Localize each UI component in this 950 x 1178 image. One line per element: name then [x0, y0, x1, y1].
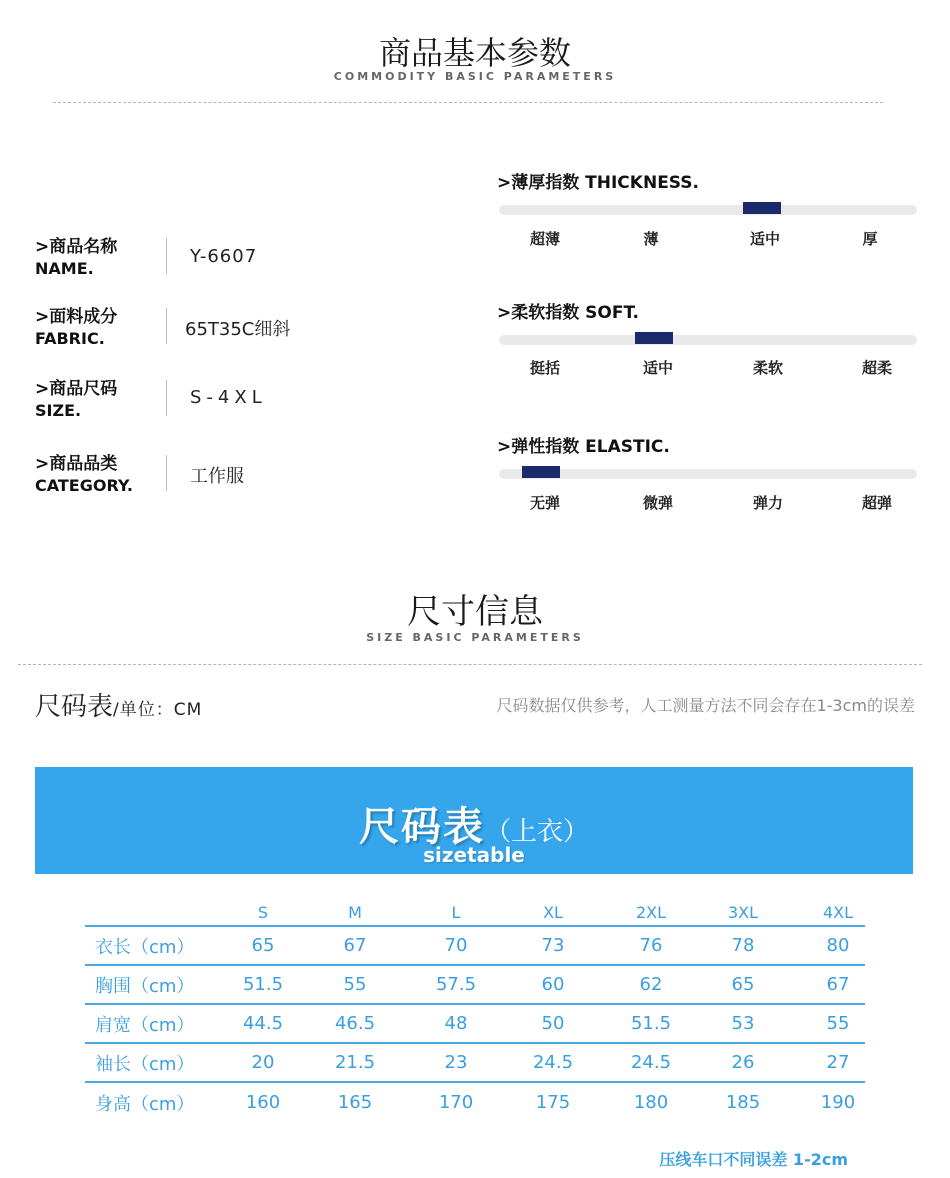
table-cell: 57.5	[435, 974, 477, 995]
index-level: 挺括	[529, 359, 560, 377]
table-cell: 24.5	[630, 1052, 672, 1073]
index-marker	[743, 202, 781, 214]
table-row	[85, 1044, 865, 1083]
column-header: XL	[543, 903, 563, 922]
section-title-basic: 商品基本参数	[378, 34, 571, 72]
table-row	[85, 966, 865, 1005]
index-track	[499, 469, 917, 479]
index-level: 超薄	[529, 230, 560, 248]
table-row	[85, 927, 865, 966]
param-divider	[166, 238, 167, 274]
param-label-category	[35, 453, 165, 497]
param-divider	[166, 455, 167, 491]
table-cell: 62	[639, 974, 663, 995]
index-title: >弹性指数 ELASTIC.	[497, 437, 670, 457]
index-marker	[522, 466, 560, 478]
param-value-name: Y-6607	[190, 246, 258, 267]
table-cell: 80	[826, 935, 850, 956]
table-cell: 20	[251, 1052, 275, 1073]
param-label-en: NAME.	[35, 259, 94, 278]
table-cell: 60	[541, 974, 565, 995]
column-header: M	[348, 903, 362, 922]
table-cell: 44.5	[242, 1013, 284, 1034]
param-label-cn: >商品尺码	[35, 379, 118, 399]
table-cell: 55	[826, 1013, 850, 1034]
index-level: 薄	[643, 230, 659, 248]
sizechart-note: 尺码数据仅供参考，人工测量方法不同会存在1-3cm的误差	[496, 696, 915, 715]
section-subtitle-size: SIZE BASIC PARAMETERS	[366, 631, 584, 644]
section-subtitle-basic: COMMODITY BASIC PARAMETERS	[333, 70, 617, 83]
index-level: 适中	[749, 230, 780, 248]
table-cell: 48	[444, 1013, 468, 1034]
table-cell: 170	[438, 1092, 474, 1113]
sizechart-title: 尺码表	[35, 692, 114, 722]
table-cell: 175	[535, 1092, 571, 1113]
divider	[18, 664, 922, 665]
column-header: 3XL	[727, 903, 759, 922]
table-cell: 67	[826, 974, 850, 995]
table-cell: 165	[337, 1092, 373, 1113]
param-value-category: 工作服	[190, 466, 244, 487]
table-cell: 67	[343, 935, 367, 956]
divider	[53, 102, 883, 103]
index-track	[499, 335, 917, 345]
table-cell: 26	[731, 1052, 755, 1073]
param-divider	[166, 308, 167, 344]
param-label-en: SIZE.	[35, 401, 82, 420]
row-label: 肩宽（cm）	[95, 1014, 195, 1036]
index-track	[499, 205, 917, 215]
param-label-size	[35, 378, 165, 422]
index-level: 超弹	[861, 494, 892, 512]
row-label: 袖长（cm）	[95, 1053, 195, 1075]
table-cell: 78	[731, 935, 755, 956]
param-label-name	[35, 236, 165, 280]
param-value-size: S-4XL	[190, 387, 267, 408]
table-cell: 65	[251, 935, 275, 956]
param-label-fabric	[35, 306, 165, 350]
param-label-en: FABRIC.	[35, 329, 105, 348]
sizechart-heading	[35, 686, 202, 723]
table-row	[85, 1005, 865, 1044]
table-cell: 55	[343, 974, 367, 995]
param-label-en: CATEGORY.	[35, 476, 133, 495]
index-level: 超柔	[861, 359, 892, 377]
param-divider	[166, 380, 167, 416]
column-header: L	[451, 903, 461, 922]
sizetable-banner	[35, 767, 913, 874]
param-label-cn: >面料成分	[35, 307, 118, 327]
index-level: 适中	[642, 359, 673, 377]
table-row	[85, 1083, 865, 1122]
table-cell: 46.5	[334, 1013, 376, 1034]
index-marker	[635, 332, 673, 344]
table-cell: 53	[731, 1013, 755, 1034]
row-label: 胸围（cm）	[95, 975, 195, 997]
table-cell: 50	[541, 1013, 565, 1034]
index-level: 弹力	[752, 494, 783, 512]
table-cell: 160	[245, 1092, 281, 1113]
index-level: 厚	[862, 230, 878, 248]
table-header-row	[85, 900, 865, 927]
banner-title-suffix: （上衣）	[484, 817, 589, 847]
banner-title-main: 尺码表	[358, 804, 485, 850]
index-title: >薄厚指数 THICKNESS.	[497, 173, 699, 193]
index-level: 微弹	[642, 494, 673, 512]
table-cell: 21.5	[334, 1052, 376, 1073]
table-cell: 27	[826, 1052, 850, 1073]
table-cell: 180	[633, 1092, 669, 1113]
row-label: 衣长（cm）	[95, 936, 195, 958]
footer-note: 压线车口不同误差 1-2cm	[659, 1150, 848, 1169]
banner-subtitle: sizetable	[423, 843, 525, 867]
index-title: >柔软指数 SOFT.	[497, 303, 639, 323]
section-title-size: 尺寸信息	[407, 592, 543, 632]
param-label-cn: >商品品类	[35, 454, 118, 474]
table-cell: 24.5	[532, 1052, 574, 1073]
table-cell: 185	[725, 1092, 761, 1113]
column-header: S	[257, 903, 269, 922]
table-cell: 73	[541, 935, 565, 956]
table-cell: 190	[820, 1092, 856, 1113]
size-table	[85, 900, 865, 1122]
index-level: 柔软	[752, 359, 783, 377]
table-cell: 51.5	[242, 974, 284, 995]
param-label-cn: >商品名称	[35, 237, 118, 257]
table-cell: 51.5	[630, 1013, 672, 1034]
table-cell: 76	[639, 935, 663, 956]
table-cell: 70	[444, 935, 468, 956]
column-header: 4XL	[822, 903, 854, 922]
index-level: 无弹	[529, 494, 560, 512]
table-cell: 23	[444, 1052, 468, 1073]
param-value-fabric: 65T35C细斜	[185, 319, 291, 340]
column-header: 2XL	[635, 903, 667, 922]
row-label: 身高（cm）	[95, 1093, 195, 1115]
table-cell: 65	[731, 974, 755, 995]
sizechart-unit: /单位：CM	[113, 700, 203, 720]
